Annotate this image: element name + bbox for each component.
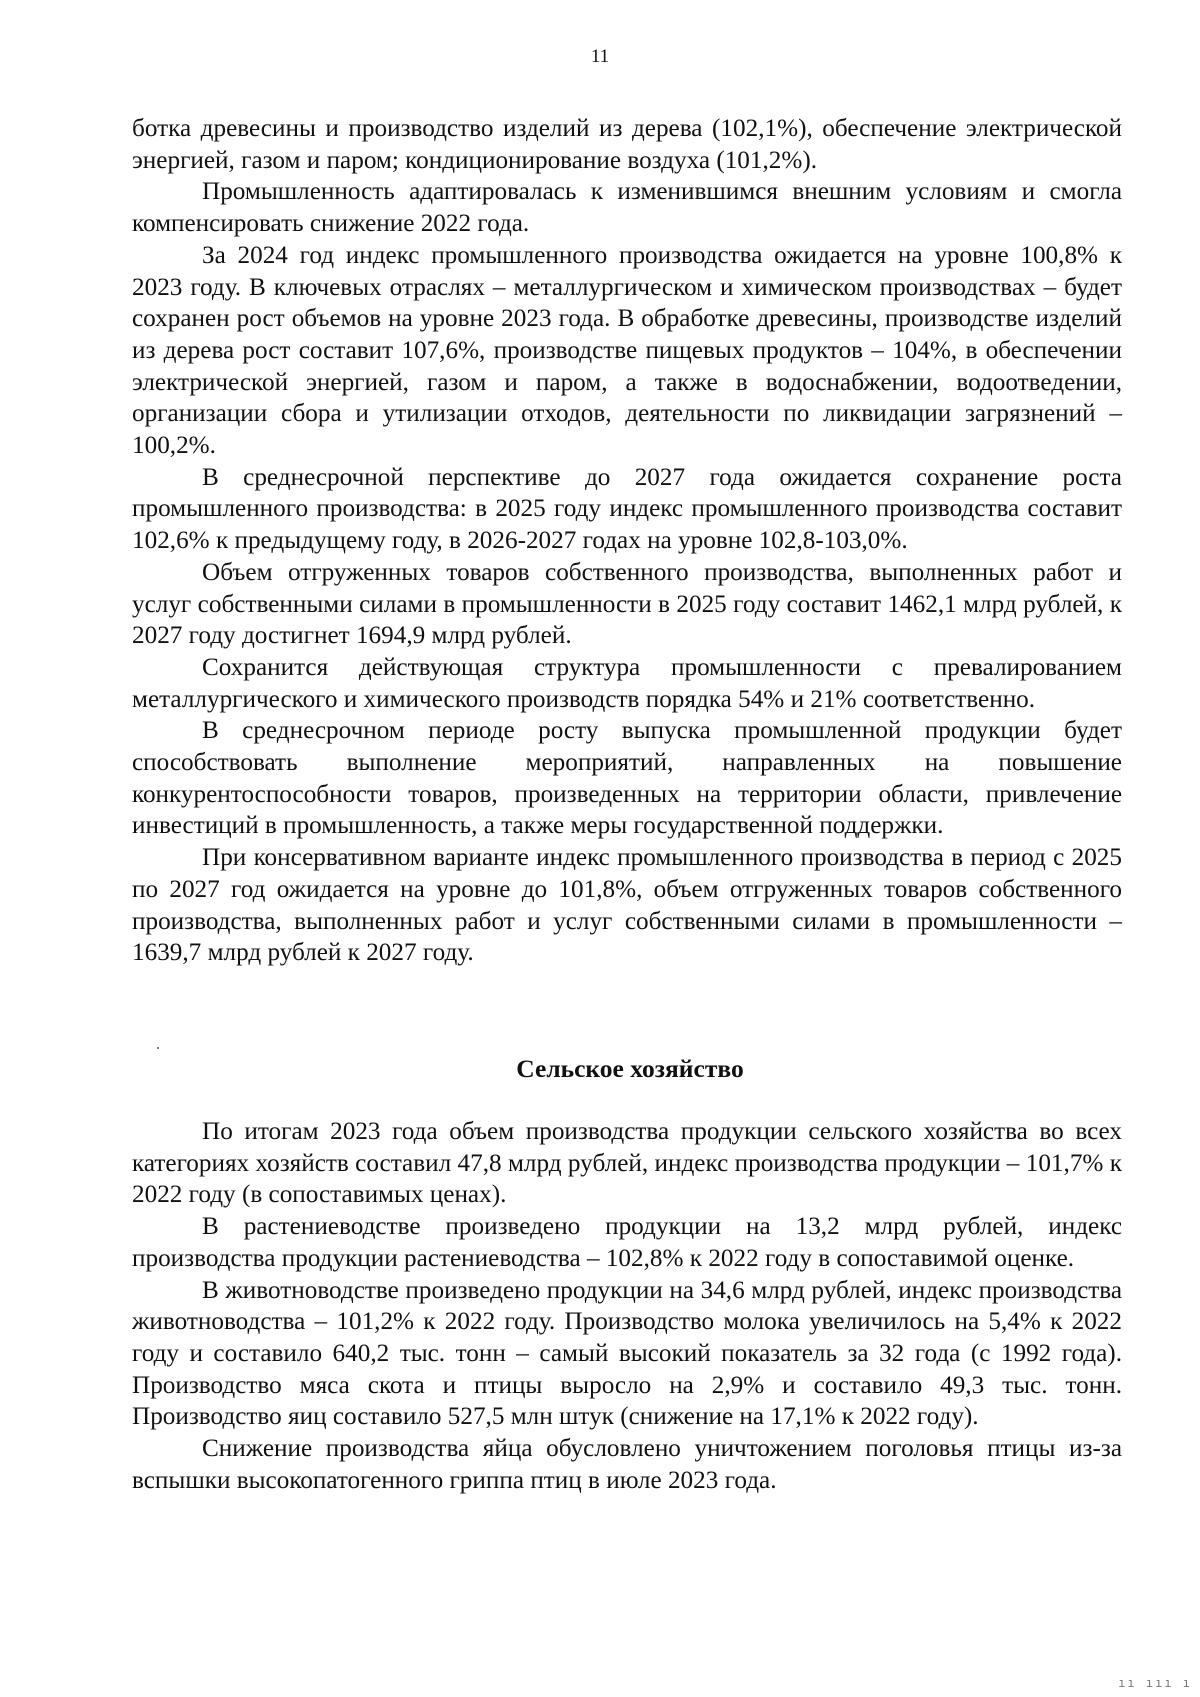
paragraph: ботка древесины и производство изделий из дерева (102,1%), обеспечение электрической энергией, газом и паром; кондиционирование воздуха (101,2%). xyxy=(132,115,1122,174)
paragraph: В животноводстве произведено продукции на 34,6 млрд рублей, индекс производства животноводства – 101,2% к 2022 году. Производство молока увеличилось на 5,4% к 2022 году и составило 640,2 тыс. тонн – самый высокий показатель за 32 года (с 1992 года). Производство мяса скота и птицы выросло на 2,9% и составило 49,3 тыс. тонн. Производство яиц составило 527,5 млн штук (снижение на 17,1% к 2022 году). xyxy=(132,1276,1122,1431)
paragraph: За 2024 год индекс промышленного производства ожидается на уровне 100,8% к 2023 году. В ключевых отраслях – металлургическом и химическом производствах – будет сохранен рост объемов на уровне 2023 года. В обработке древесины, производстве изделий из дерева рост составит 107,6%, производстве пищевых продуктов – 104%, в обеспечении электрической энергией, газом и паром, а также в водоснабжении, водоотведении, организации сбора и утилизации отходов, деятельности по ликвидации загрязнений – 100,2%. xyxy=(132,241,1122,460)
page-number: 11 xyxy=(590,46,610,67)
paragraph: По итогам 2023 года объем производства продукции сельского хозяйства во всех категориях хозяйств составил 47,8 млрд рублей, индекс производства продукции – 101,7% к 2022 году (в сопоставимых ценах). xyxy=(132,1118,1122,1209)
industry-section-body xyxy=(132,113,1122,969)
paragraph: При консервативном варианте индекс промышленного производства в период с 2025 по 2027 год ожидается на уровне до 101,8%, объем отгруженных товаров собственного производства, выполненных работ и услуг собственными силами в промышленности – 1639,7 млрд рублей к 2027 году. xyxy=(132,844,1122,967)
agriculture-section-body xyxy=(132,1116,1122,1496)
paragraph: Сохранится действующая структура промышленности с превалированием металлургического и химического производств порядка 54% и 21% соответственно. xyxy=(132,653,1122,713)
paragraph: Снижение производства яйца обусловлено уничтожением поголовья птицы из-за вспышки высокопатогенного гриппа птиц в июле 2023 года. xyxy=(132,1435,1122,1494)
paragraph: В среднесрочной перспективе до 2027 года ожидается сохранение роста промышленного производства: в 2025 году индекс промышленного производства составит 102,6% к предыдущему году, в 2026-2027 годах на уровне 102,8-103,0%. xyxy=(132,463,1122,555)
paragraph: Промышленность адаптировалась к изменившимся внешним условиям и смогла компенсировать снижение 2022 года. xyxy=(132,178,1122,238)
paragraph: Объем отгруженных товаров собственного производства, выполненных работ и услуг собственными силами в промышленности в 2025 году составит 1462,1 млрд рублей, к 2027 году достигнет 1694,9 млрд рублей. xyxy=(132,558,1122,650)
scan-edge-marks: ıı ııı ı xyxy=(1118,1676,1192,1690)
paragraph: В среднесрочном периоде росту выпуска промышленной продукции будет способствовать выполнение мероприятий, направленных на повышение конкурентоспособности товаров, произведенных на территории области, привлечение инвестиций в промышленность, а также меры государственной поддержки. xyxy=(132,717,1122,840)
section-heading-agriculture: Сельское хозяйство xyxy=(516,1054,744,1083)
paragraph: В растениеводстве произведено продукции на 13,2 млрд рублей, индекс производства продукции растениеводства – 102,8% к 2022 году в сопоставимой оценке. xyxy=(132,1213,1122,1272)
scan-artifact-dot xyxy=(157,1047,159,1049)
